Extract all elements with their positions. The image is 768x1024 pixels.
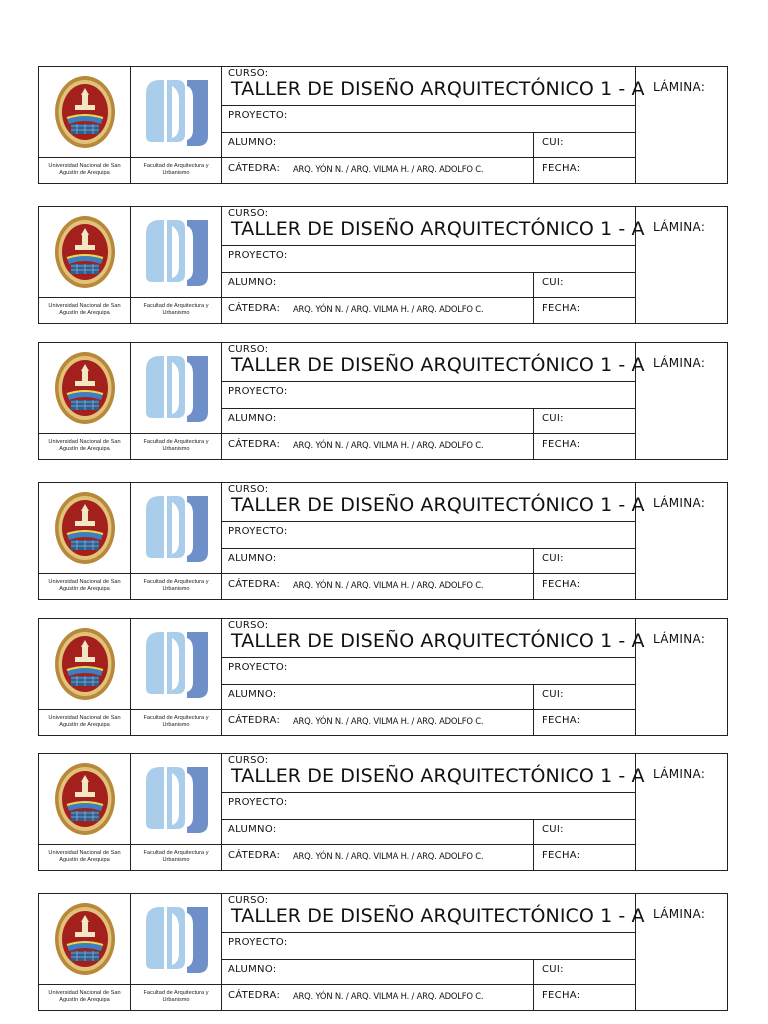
catedra-value: ARQ. YÓN N. / ARQ. VILMA H. / ARQ. ADOLFO C. xyxy=(293,716,484,726)
catedra-label: CÁTEDRA: xyxy=(228,579,281,590)
alumno-label: ALUMNO: xyxy=(228,553,277,564)
cui-label: CUI: xyxy=(542,689,564,700)
course-title: TALLER DE DISEÑO ARQUITECTÓNICO 1 - A xyxy=(231,494,645,516)
course-title: TALLER DE DISEÑO ARQUITECTÓNICO 1 - A xyxy=(231,905,645,927)
fecha-label: FECHA: xyxy=(542,439,581,450)
lamina-label: LÁMINA: xyxy=(653,80,706,94)
catedra-label: CÁTEDRA: xyxy=(228,715,281,726)
faculty-name: Facultad de Arquitectura y Urbanismo xyxy=(143,990,209,1003)
proyecto-label: PROYECTO: xyxy=(228,250,288,261)
catedra-label: CÁTEDRA: xyxy=(228,303,281,314)
divider xyxy=(221,408,635,409)
faculty-name: Facultad de Arquitectura y Urbanismo xyxy=(143,303,209,316)
divider xyxy=(221,67,222,183)
catedra-value: ARQ. YÓN N. / ARQ. VILMA H. / ARQ. ADOLFO C. xyxy=(293,991,484,1001)
faculty-logo-icon xyxy=(143,903,211,975)
fecha-label: FECHA: xyxy=(542,303,581,314)
faculty-name: Facultad de Arquitectura y Urbanismo xyxy=(143,439,209,452)
university-name: Universidad Nacional de San Agustín de Arequipa xyxy=(48,990,121,1003)
cui-label: CUI: xyxy=(542,964,564,975)
university-seal-icon xyxy=(53,761,117,837)
university-seal-icon xyxy=(53,214,117,290)
divider xyxy=(221,132,635,133)
alumno-label: ALUMNO: xyxy=(228,137,277,148)
university-name: Universidad Nacional de San Agustín de Arequipa xyxy=(48,303,121,316)
curso-label: CURSO: xyxy=(228,484,269,495)
course-title: TALLER DE DISEÑO ARQUITECTÓNICO 1 - A xyxy=(231,354,645,376)
cui-label: CUI: xyxy=(542,277,564,288)
catedra-label: CÁTEDRA: xyxy=(228,163,281,174)
catedra-label: CÁTEDRA: xyxy=(228,439,281,450)
catedra-value: ARQ. YÓN N. / ARQ. VILMA H. / ARQ. ADOLFO C. xyxy=(293,164,484,174)
title-block xyxy=(38,893,728,1011)
divider xyxy=(221,619,222,735)
divider xyxy=(221,245,635,246)
lamina-label: LÁMINA: xyxy=(653,356,706,370)
faculty-name: Facultad de Arquitectura y Urbanismo xyxy=(143,163,209,176)
faculty-name: Facultad de Arquitectura y Urbanismo xyxy=(143,579,209,592)
cui-label: CUI: xyxy=(542,553,564,564)
proyecto-label: PROYECTO: xyxy=(228,110,288,121)
fecha-label: FECHA: xyxy=(542,990,581,1001)
faculty-logo-icon xyxy=(143,763,211,835)
title-block xyxy=(38,206,728,324)
divider xyxy=(221,657,635,658)
lamina-label: LÁMINA: xyxy=(653,632,706,646)
proyecto-label: PROYECTO: xyxy=(228,937,288,948)
faculty-logo-icon xyxy=(143,352,211,424)
divider xyxy=(221,959,635,960)
fecha-label: FECHA: xyxy=(542,850,581,861)
divider xyxy=(221,792,635,793)
university-seal-icon xyxy=(53,490,117,566)
university-seal-icon xyxy=(53,901,117,977)
faculty-logo-icon xyxy=(143,492,211,564)
university-name: Universidad Nacional de San Agustín de Arequipa xyxy=(48,163,121,176)
fecha-label: FECHA: xyxy=(542,715,581,726)
proyecto-label: PROYECTO: xyxy=(228,526,288,537)
faculty-name: Facultad de Arquitectura y Urbanismo xyxy=(143,850,209,863)
title-block xyxy=(38,342,728,460)
university-name: Universidad Nacional de San Agustín de Arequipa xyxy=(48,579,121,592)
course-title: TALLER DE DISEÑO ARQUITECTÓNICO 1 - A xyxy=(231,630,645,652)
catedra-label: CÁTEDRA: xyxy=(228,990,281,1001)
divider xyxy=(221,932,635,933)
university-seal-icon xyxy=(53,74,117,150)
alumno-label: ALUMNO: xyxy=(228,413,277,424)
university-name: Universidad Nacional de San Agustín de Arequipa xyxy=(48,715,121,728)
lamina-label: LÁMINA: xyxy=(653,907,706,921)
proyecto-label: PROYECTO: xyxy=(228,662,288,673)
course-title: TALLER DE DISEÑO ARQUITECTÓNICO 1 - A xyxy=(231,218,645,240)
divider xyxy=(221,819,635,820)
proyecto-label: PROYECTO: xyxy=(228,386,288,397)
university-seal-icon xyxy=(53,626,117,702)
curso-label: CURSO: xyxy=(228,344,269,355)
lamina-label: LÁMINA: xyxy=(653,496,706,510)
divider xyxy=(221,343,222,459)
catedra-value: ARQ. YÓN N. / ARQ. VILMA H. / ARQ. ADOLFO C. xyxy=(293,580,484,590)
catedra-label: CÁTEDRA: xyxy=(228,850,281,861)
fecha-label: FECHA: xyxy=(542,579,581,590)
curso-label: CURSO: xyxy=(228,755,269,766)
university-seal-icon xyxy=(53,350,117,426)
divider xyxy=(221,684,635,685)
alumno-label: ALUMNO: xyxy=(228,277,277,288)
curso-label: CURSO: xyxy=(228,68,269,79)
divider xyxy=(221,521,635,522)
cui-label: CUI: xyxy=(542,137,564,148)
alumno-label: ALUMNO: xyxy=(228,964,277,975)
cui-label: CUI: xyxy=(542,824,564,835)
university-name: Universidad Nacional de San Agustín de Arequipa xyxy=(48,439,121,452)
curso-label: CURSO: xyxy=(228,208,269,219)
alumno-label: ALUMNO: xyxy=(228,689,277,700)
catedra-value: ARQ. YÓN N. / ARQ. VILMA H. / ARQ. ADOLFO C. xyxy=(293,304,484,314)
title-block xyxy=(38,482,728,600)
faculty-logo-icon xyxy=(143,628,211,700)
faculty-logo-icon xyxy=(143,216,211,288)
faculty-logo-icon xyxy=(143,76,211,148)
title-block xyxy=(38,618,728,736)
divider xyxy=(221,272,635,273)
course-title: TALLER DE DISEÑO ARQUITECTÓNICO 1 - A xyxy=(231,765,645,787)
proyecto-label: PROYECTO: xyxy=(228,797,288,808)
cui-label: CUI: xyxy=(542,413,564,424)
divider xyxy=(221,207,222,323)
faculty-name: Facultad de Arquitectura y Urbanismo xyxy=(143,715,209,728)
catedra-value: ARQ. YÓN N. / ARQ. VILMA H. / ARQ. ADOLFO C. xyxy=(293,440,484,450)
divider xyxy=(221,483,222,599)
university-name: Universidad Nacional de San Agustín de Arequipa xyxy=(48,850,121,863)
divider xyxy=(221,105,635,106)
divider xyxy=(221,381,635,382)
fecha-label: FECHA: xyxy=(542,163,581,174)
course-title: TALLER DE DISEÑO ARQUITECTÓNICO 1 - A xyxy=(231,78,645,100)
curso-label: CURSO: xyxy=(228,895,269,906)
lamina-label: LÁMINA: xyxy=(653,220,706,234)
divider xyxy=(221,894,222,1010)
catedra-value: ARQ. YÓN N. / ARQ. VILMA H. / ARQ. ADOLFO C. xyxy=(293,851,484,861)
alumno-label: ALUMNO: xyxy=(228,824,277,835)
title-block xyxy=(38,753,728,871)
title-block xyxy=(38,66,728,184)
curso-label: CURSO: xyxy=(228,620,269,631)
lamina-label: LÁMINA: xyxy=(653,767,706,781)
divider xyxy=(221,754,222,870)
divider xyxy=(221,548,635,549)
